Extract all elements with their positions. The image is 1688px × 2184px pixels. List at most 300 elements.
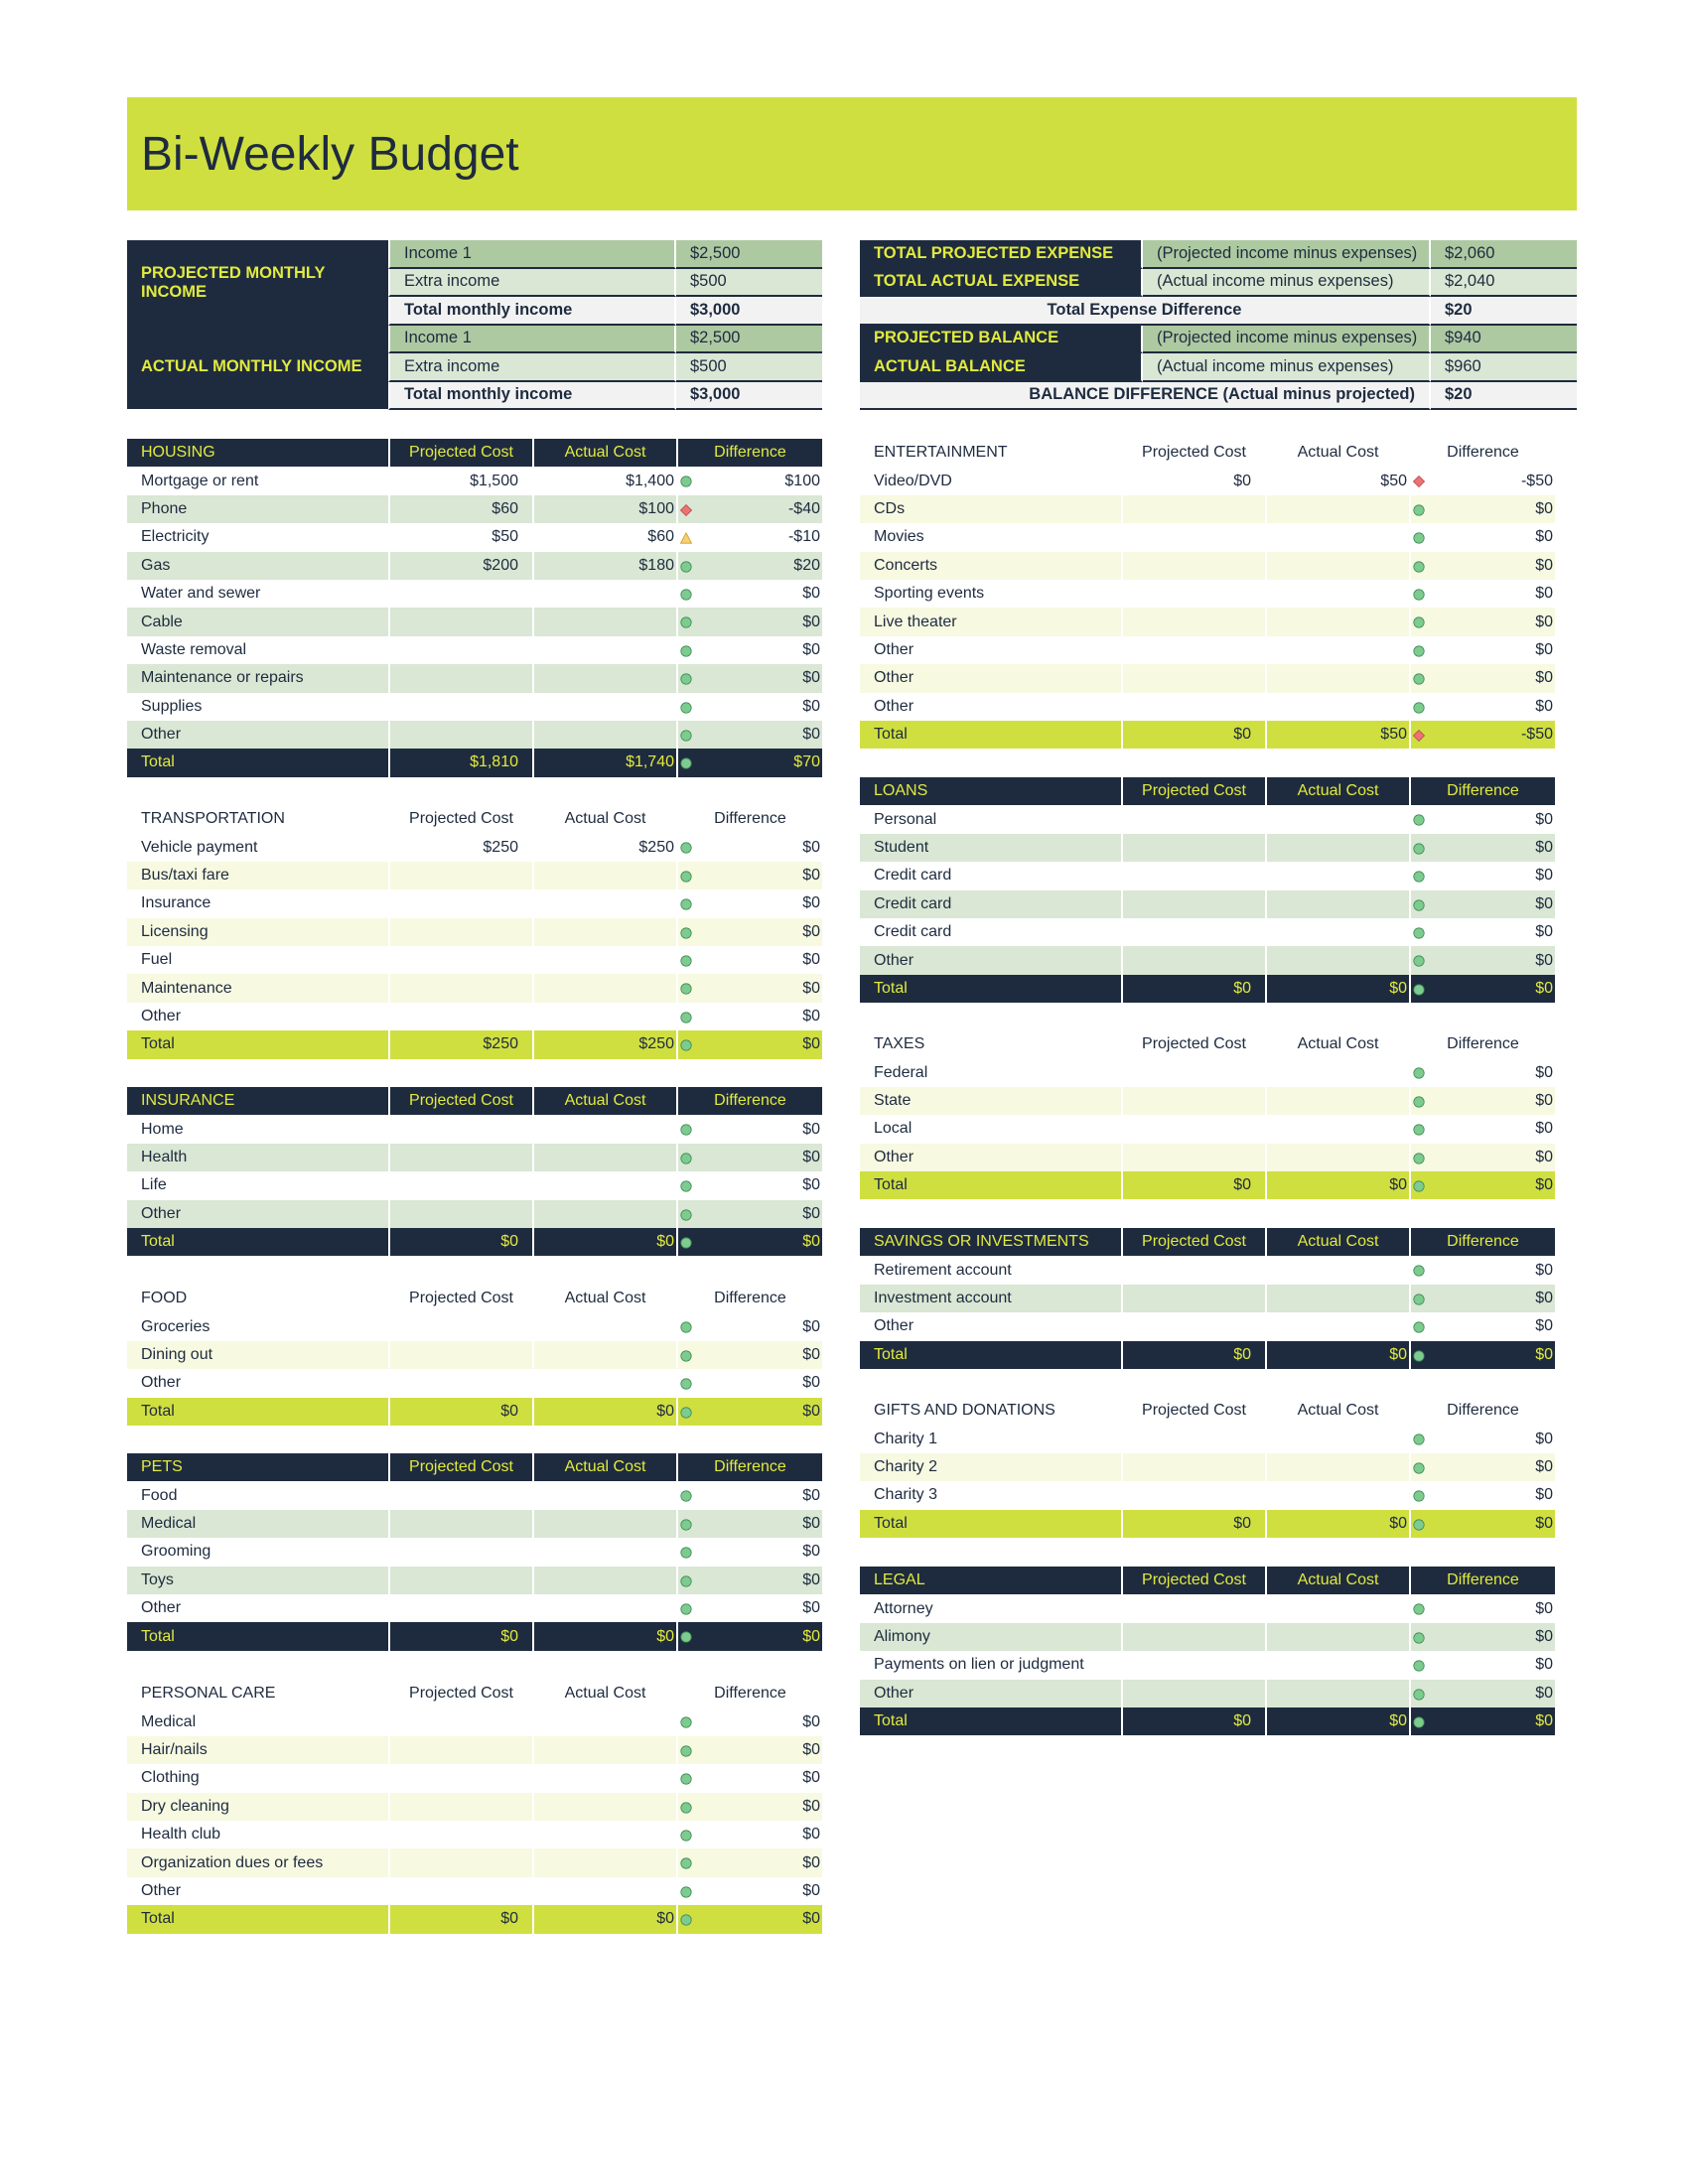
- projected-cost-cell[interactable]: [1121, 1623, 1265, 1651]
- column-header-projected: Projected Cost: [388, 1453, 532, 1481]
- table-row: [860, 946, 1555, 974]
- table-row: [127, 1171, 822, 1199]
- actual-cost-cell[interactable]: [532, 1877, 676, 1905]
- projected-cost-cell[interactable]: [388, 974, 532, 1002]
- status-circle-icon: [680, 1631, 692, 1643]
- difference-cell: [1409, 1680, 1555, 1707]
- row-label: Medical: [141, 1514, 197, 1532]
- actual-cost-cell[interactable]: [1265, 495, 1409, 523]
- actual-cost-cell[interactable]: [1265, 1256, 1409, 1284]
- projected-cost-cell[interactable]: [388, 1312, 532, 1340]
- table-row: [860, 523, 1555, 551]
- column-header-projected: Projected Cost: [388, 439, 532, 467]
- projected-cost-cell[interactable]: [1121, 1285, 1265, 1312]
- row-label: Dining out: [141, 1345, 213, 1363]
- status-circle-icon: [1413, 504, 1425, 516]
- projected-cost-cell[interactable]: $60: [388, 495, 532, 523]
- total-difference-cell: [676, 749, 822, 776]
- table-row: [860, 1115, 1555, 1143]
- actual-cost-cell[interactable]: $50: [1265, 467, 1409, 494]
- projected-cost-cell[interactable]: [1121, 495, 1265, 523]
- total-label: Total: [874, 1514, 908, 1532]
- status-circle-icon: [680, 476, 692, 487]
- projected-cost-cell[interactable]: [388, 608, 532, 635]
- difference-value: $0: [1535, 1430, 1553, 1447]
- projected-cost-cell[interactable]: [388, 664, 532, 692]
- row-label: Sporting events: [874, 585, 985, 603]
- status-circle-icon: [680, 702, 692, 714]
- actual-cost-cell[interactable]: [532, 1171, 676, 1199]
- status-circle-icon: [680, 1830, 692, 1842]
- actual-cost-cell[interactable]: [1265, 1425, 1409, 1452]
- difference-value: $0: [802, 1543, 820, 1561]
- status-circle-icon: [1413, 645, 1425, 657]
- projected-cost-cell[interactable]: [1121, 805, 1265, 833]
- actual-cost-cell[interactable]: [1265, 1481, 1409, 1509]
- projected-cost-cell[interactable]: $200: [388, 552, 532, 580]
- total-difference: $0: [802, 1233, 820, 1251]
- actual-cost-cell[interactable]: [532, 608, 676, 635]
- status-circle-icon: [1413, 1716, 1425, 1728]
- actual-cost-cell[interactable]: [532, 1538, 676, 1566]
- table-row: [127, 1594, 822, 1622]
- actual-cost-cell[interactable]: [532, 1369, 676, 1397]
- projected-cost-cell[interactable]: [1121, 523, 1265, 551]
- table-row: [127, 889, 822, 917]
- table-row: [860, 1144, 1555, 1171]
- income-label: Income 1: [388, 240, 676, 269]
- projected-balance-value: $940: [1431, 326, 1577, 354]
- difference-cell: [676, 1848, 822, 1876]
- row-label: Other: [874, 1317, 914, 1335]
- actual-cost-cell[interactable]: [1265, 862, 1409, 889]
- income-label: Total monthly income: [388, 382, 676, 411]
- projected-cost-cell[interactable]: $1,500: [388, 467, 532, 494]
- status-circle-icon: [1413, 1689, 1425, 1701]
- table-row: [860, 552, 1555, 580]
- actual-cost-cell[interactable]: [532, 1341, 676, 1369]
- status-circle-icon: [680, 1886, 692, 1898]
- actual-cost-cell[interactable]: [1265, 1651, 1409, 1679]
- projected-cost-cell[interactable]: [1121, 1144, 1265, 1171]
- actual-cost-cell[interactable]: [1265, 834, 1409, 862]
- income-value[interactable]: $2,500: [676, 240, 822, 269]
- projected-cost-cell[interactable]: [388, 1481, 532, 1509]
- projected-cost-cell[interactable]: [1121, 636, 1265, 664]
- column-header-projected: Projected Cost: [388, 1087, 532, 1115]
- status-circle-icon: [680, 871, 692, 883]
- column-header-projected: Projected Cost: [1121, 1228, 1265, 1256]
- table-row: [127, 664, 822, 692]
- status-circle-icon: [1413, 532, 1425, 544]
- projected-cost-cell[interactable]: [388, 1538, 532, 1566]
- actual-cost-cell[interactable]: [532, 1793, 676, 1821]
- status-circle-icon: [680, 1153, 692, 1164]
- difference-cell: [676, 1821, 822, 1848]
- difference-cell: [676, 918, 822, 946]
- status-circle-icon: [680, 1180, 692, 1192]
- projected-cost-cell[interactable]: [388, 1821, 532, 1848]
- row-label: Other: [874, 697, 914, 715]
- projected-cost-cell[interactable]: [388, 1764, 532, 1792]
- difference-cell: [676, 1369, 822, 1397]
- difference-value: $0: [802, 894, 820, 912]
- projected-cost-cell[interactable]: [1121, 1651, 1265, 1679]
- actual-cost-cell[interactable]: [532, 1567, 676, 1594]
- actual-cost-cell[interactable]: [1265, 1087, 1409, 1115]
- projected-balance-label: PROJECTED BALANCE: [860, 326, 1143, 354]
- column-header-projected: Projected Cost: [1121, 1567, 1265, 1594]
- difference-cell: [676, 495, 822, 523]
- projected-cost-cell[interactable]: [388, 636, 532, 664]
- status-circle-icon: [1413, 1519, 1425, 1531]
- table-row: [127, 552, 822, 580]
- difference-cell: [1409, 1058, 1555, 1086]
- total-actual-expense-value: $2,040: [1431, 269, 1577, 298]
- actual-cost-cell[interactable]: [532, 946, 676, 974]
- row-label: Local: [874, 1120, 913, 1138]
- actual-cost-cell[interactable]: [1265, 805, 1409, 833]
- difference-value: $0: [802, 1374, 820, 1392]
- row-label: Charity 1: [874, 1430, 938, 1447]
- actual-cost-cell[interactable]: [1265, 664, 1409, 692]
- row-label: Other: [874, 669, 914, 687]
- total-actual-expense-label: TOTAL ACTUAL EXPENSE: [860, 269, 1143, 298]
- projected-cost-cell[interactable]: [388, 1369, 532, 1397]
- difference-cell: [1409, 1481, 1555, 1509]
- projected-cost-cell[interactable]: [388, 1707, 532, 1735]
- total-difference-cell: [1409, 721, 1555, 749]
- column-header-projected: Projected Cost: [1121, 439, 1265, 467]
- actual-cost-cell[interactable]: [1265, 636, 1409, 664]
- projected-cost-cell[interactable]: [1121, 1058, 1265, 1086]
- projected-cost-cell[interactable]: [1121, 693, 1265, 721]
- projected-cost-cell[interactable]: [388, 1793, 532, 1821]
- page-title: Bi-Weekly Budget: [141, 128, 519, 181]
- status-circle-icon: [1413, 1294, 1425, 1305]
- actual-cost-cell[interactable]: [532, 1003, 676, 1030]
- difference-cell: [676, 1736, 822, 1764]
- total-projected-cost: $0: [1121, 721, 1265, 749]
- projected-cost-cell[interactable]: [388, 1115, 532, 1143]
- actual-cost-cell[interactable]: [1265, 1680, 1409, 1707]
- actual-cost-cell[interactable]: [532, 580, 676, 608]
- total-difference-cell: [1409, 1341, 1555, 1369]
- total-actual-expense-note: (Actual income minus expenses): [1143, 269, 1431, 298]
- status-circle-icon: [680, 955, 692, 967]
- projected-cost-cell[interactable]: [388, 580, 532, 608]
- difference-value: $0: [802, 866, 820, 884]
- projected-cost-cell[interactable]: [1121, 580, 1265, 608]
- actual-cost-cell[interactable]: [532, 1764, 676, 1792]
- actual-cost-cell[interactable]: $180: [532, 552, 676, 580]
- projected-cost-cell[interactable]: [1121, 1594, 1265, 1622]
- row-label: Water and sewer: [141, 585, 261, 603]
- table-row: [127, 721, 822, 749]
- status-circle-icon: [1413, 1462, 1425, 1474]
- total-projected-cost: $1,810: [388, 749, 532, 776]
- actual-cost-cell[interactable]: [1265, 1312, 1409, 1340]
- table-row: [860, 495, 1555, 523]
- table-row: [127, 1115, 822, 1143]
- table-row: [860, 890, 1555, 918]
- column-header-difference: Difference: [1409, 1397, 1555, 1425]
- income-value[interactable]: $3,000: [676, 297, 822, 326]
- actual-income-row: [388, 382, 822, 411]
- income-value[interactable]: $500: [676, 269, 822, 298]
- section-header: [127, 1285, 822, 1312]
- projected-cost-cell[interactable]: [388, 1144, 532, 1171]
- projected-cost-cell[interactable]: [388, 1341, 532, 1369]
- income-value[interactable]: $500: [676, 353, 822, 382]
- actual-cost-cell[interactable]: [1265, 1285, 1409, 1312]
- actual-cost-cell[interactable]: [1265, 1144, 1409, 1171]
- actual-cost-cell[interactable]: $60: [532, 523, 676, 551]
- difference-cell: [676, 1764, 822, 1792]
- income-label: Income 1: [388, 326, 676, 354]
- row-label: Other: [874, 640, 914, 658]
- actual-cost-cell[interactable]: [532, 1115, 676, 1143]
- status-circle-icon: [680, 1237, 692, 1249]
- difference-cell: [1409, 467, 1555, 494]
- section-personal-care: [127, 1680, 822, 1934]
- projected-cost-cell[interactable]: [1121, 1312, 1265, 1340]
- section-title: HOUSING: [141, 444, 215, 462]
- projected-cost-cell[interactable]: $50: [388, 523, 532, 551]
- projected-cost-cell[interactable]: [1121, 834, 1265, 862]
- column-header-difference: Difference: [676, 1680, 822, 1707]
- status-circle-icon: [680, 730, 692, 742]
- projected-cost-cell[interactable]: [1121, 1256, 1265, 1284]
- actual-cost-cell[interactable]: [532, 918, 676, 946]
- projected-cost-cell[interactable]: [1121, 1680, 1265, 1707]
- actual-cost-cell[interactable]: [1265, 1058, 1409, 1086]
- status-circle-icon: [1413, 673, 1425, 685]
- projected-cost-cell[interactable]: [1121, 862, 1265, 889]
- difference-value: -$50: [1520, 472, 1553, 489]
- income-value[interactable]: $3,000: [676, 382, 822, 411]
- projected-cost-cell[interactable]: [388, 1510, 532, 1538]
- total-difference-cell: [1409, 1171, 1555, 1199]
- projected-cost-cell[interactable]: [1121, 1087, 1265, 1115]
- difference-cell: [676, 664, 822, 692]
- row-label: Organization dues or fees: [141, 1853, 324, 1871]
- actual-cost-cell[interactable]: [532, 1707, 676, 1735]
- projected-cost-cell[interactable]: [1121, 918, 1265, 946]
- projected-cost-cell[interactable]: [388, 918, 532, 946]
- actual-income-row: [388, 353, 822, 382]
- actual-cost-cell[interactable]: [1265, 552, 1409, 580]
- difference-value: $0: [802, 640, 820, 658]
- projected-cost-cell[interactable]: [1121, 1481, 1265, 1509]
- actual-cost-cell[interactable]: [1265, 890, 1409, 918]
- projected-cost-cell[interactable]: [1121, 946, 1265, 974]
- row-label: Food: [141, 1486, 178, 1504]
- actual-cost-cell[interactable]: [1265, 1115, 1409, 1143]
- row-label: Payments on lien or judgment: [874, 1656, 1084, 1674]
- projected-cost-cell[interactable]: [388, 1594, 532, 1622]
- projected-cost-cell[interactable]: [388, 693, 532, 721]
- difference-value: $0: [1535, 1091, 1553, 1109]
- projected-cost-cell[interactable]: [1121, 890, 1265, 918]
- row-label: Gas: [141, 556, 171, 574]
- total-label: Total: [141, 1233, 175, 1251]
- actual-cost-cell[interactable]: [532, 1200, 676, 1228]
- row-label: Other: [141, 1374, 182, 1392]
- status-circle-icon: [680, 983, 692, 995]
- actual-cost-cell[interactable]: [532, 664, 676, 692]
- column-header-difference: Difference: [676, 439, 822, 467]
- actual-cost-cell[interactable]: [1265, 693, 1409, 721]
- projected-cost-cell[interactable]: [1121, 664, 1265, 692]
- actual-balance-row: [860, 353, 1577, 382]
- difference-cell: [676, 862, 822, 889]
- table-row: [127, 1369, 822, 1397]
- projected-cost-cell[interactable]: $250: [388, 833, 532, 861]
- actual-cost-cell[interactable]: $100: [532, 495, 676, 523]
- total-difference-cell: [676, 1622, 822, 1650]
- balance-difference-value: $20: [1431, 382, 1577, 411]
- projected-cost-cell[interactable]: [388, 946, 532, 974]
- projected-cost-cell[interactable]: [388, 1567, 532, 1594]
- difference-value: $0: [1535, 1599, 1553, 1617]
- row-label: Vehicle payment: [141, 838, 258, 856]
- actual-cost-cell[interactable]: [532, 889, 676, 917]
- status-circle-icon: [1413, 984, 1425, 996]
- actual-balance-value: $960: [1431, 353, 1577, 382]
- income-value[interactable]: $2,500: [676, 326, 822, 354]
- status-circle-icon: [680, 1321, 692, 1333]
- actual-cost-cell[interactable]: [532, 1510, 676, 1538]
- actual-cost-cell[interactable]: [1265, 946, 1409, 974]
- total-row: [860, 1341, 1555, 1369]
- status-circle-icon: [1413, 814, 1425, 826]
- table-row: [860, 834, 1555, 862]
- projected-cost-cell[interactable]: $0: [1121, 467, 1265, 494]
- difference-cell: [1409, 805, 1555, 833]
- actual-cost-cell[interactable]: [532, 693, 676, 721]
- row-label: Health: [141, 1148, 188, 1165]
- actual-balance-label: ACTUAL BALANCE: [860, 353, 1143, 382]
- difference-cell: [676, 1793, 822, 1821]
- difference-value: $0: [1535, 1656, 1553, 1674]
- actual-cost-cell[interactable]: [532, 636, 676, 664]
- projected-cost-cell[interactable]: [388, 1003, 532, 1030]
- difference-cell: [676, 833, 822, 861]
- difference-value: $0: [1535, 1148, 1553, 1165]
- difference-cell: [676, 467, 822, 494]
- table-row: [860, 1285, 1555, 1312]
- difference-value: $0: [802, 1514, 820, 1532]
- actual-cost-cell[interactable]: [1265, 608, 1409, 635]
- total-projected-expense-note: (Projected income minus expenses): [1143, 240, 1431, 269]
- actual-cost-cell[interactable]: [532, 1821, 676, 1848]
- difference-cell: [676, 1171, 822, 1199]
- actual-cost-cell[interactable]: [1265, 1453, 1409, 1481]
- actual-cost-cell[interactable]: [532, 974, 676, 1002]
- total-label: Total: [874, 1712, 908, 1730]
- total-actual-cost: $0: [1265, 1707, 1409, 1735]
- actual-cost-cell[interactable]: [1265, 580, 1409, 608]
- section-header: [860, 777, 1555, 805]
- total-difference-cell: [1409, 1707, 1555, 1735]
- table-row: [127, 495, 822, 523]
- total-row: [860, 1171, 1555, 1199]
- difference-cell: [1409, 552, 1555, 580]
- difference-value: $0: [802, 697, 820, 715]
- projected-cost-cell[interactable]: [1121, 608, 1265, 635]
- actual-cost-cell[interactable]: [532, 1848, 676, 1876]
- projected-cost-cell[interactable]: [1121, 552, 1265, 580]
- projected-cost-cell[interactable]: [388, 1171, 532, 1199]
- difference-value: $0: [802, 979, 820, 997]
- actual-cost-cell[interactable]: [532, 721, 676, 749]
- row-label: Cable: [141, 613, 183, 630]
- total-label: Total: [141, 1627, 175, 1645]
- actual-cost-cell[interactable]: [1265, 523, 1409, 551]
- projected-cost-cell[interactable]: [388, 721, 532, 749]
- projected-balance-row: [860, 326, 1577, 354]
- difference-value: $0: [1535, 556, 1553, 574]
- actual-cost-cell[interactable]: [1265, 1623, 1409, 1651]
- balance-difference-label: BALANCE DIFFERENCE (Actual minus projected): [860, 382, 1431, 411]
- table-row: [127, 1764, 822, 1792]
- difference-value: $0: [802, 1826, 820, 1843]
- actual-cost-cell[interactable]: [532, 1594, 676, 1622]
- projected-cost-cell[interactable]: [1121, 1425, 1265, 1452]
- difference-cell: [676, 1877, 822, 1905]
- projected-cost-cell[interactable]: [388, 1736, 532, 1764]
- actual-cost-cell[interactable]: [532, 1144, 676, 1171]
- status-circle-icon: [1413, 871, 1425, 883]
- total-actual-cost: $0: [1265, 1510, 1409, 1538]
- table-row: [860, 1481, 1555, 1509]
- actual-cost-cell[interactable]: [532, 1736, 676, 1764]
- row-label: Other: [141, 1881, 182, 1899]
- projected-cost-cell[interactable]: [388, 889, 532, 917]
- status-circle-icon: [1413, 561, 1425, 573]
- actual-cost-cell[interactable]: [532, 862, 676, 889]
- column-header-difference: Difference: [676, 805, 822, 833]
- table-row: [860, 918, 1555, 946]
- row-label: Other: [874, 1684, 914, 1702]
- balance-difference-row: [860, 382, 1577, 411]
- difference-cell: [676, 946, 822, 974]
- actual-cost-cell[interactable]: $1,400: [532, 467, 676, 494]
- difference-cell: [676, 636, 822, 664]
- section-header: [127, 1453, 822, 1481]
- projected-cost-cell[interactable]: [388, 1200, 532, 1228]
- actual-cost-cell[interactable]: [532, 1312, 676, 1340]
- status-circle-icon: [680, 1490, 692, 1502]
- projected-cost-cell[interactable]: [388, 1877, 532, 1905]
- row-label: Health club: [141, 1826, 221, 1843]
- projected-cost-cell[interactable]: [1121, 1115, 1265, 1143]
- difference-value: $0: [1535, 1317, 1553, 1335]
- actual-cost-cell[interactable]: [1265, 1594, 1409, 1622]
- actual-cost-cell[interactable]: [1265, 918, 1409, 946]
- difference-cell: [1409, 1087, 1555, 1115]
- total-projected-expense-label: TOTAL PROJECTED EXPENSE: [860, 240, 1143, 269]
- status-circle-icon: [680, 616, 692, 628]
- actual-cost-cell[interactable]: [532, 1481, 676, 1509]
- projected-cost-cell[interactable]: [388, 1848, 532, 1876]
- projected-cost-cell[interactable]: [388, 862, 532, 889]
- projected-cost-cell[interactable]: [1121, 1453, 1265, 1481]
- row-label: Credit card: [874, 894, 952, 912]
- actual-cost-cell[interactable]: $250: [532, 833, 676, 861]
- difference-cell: [676, 552, 822, 580]
